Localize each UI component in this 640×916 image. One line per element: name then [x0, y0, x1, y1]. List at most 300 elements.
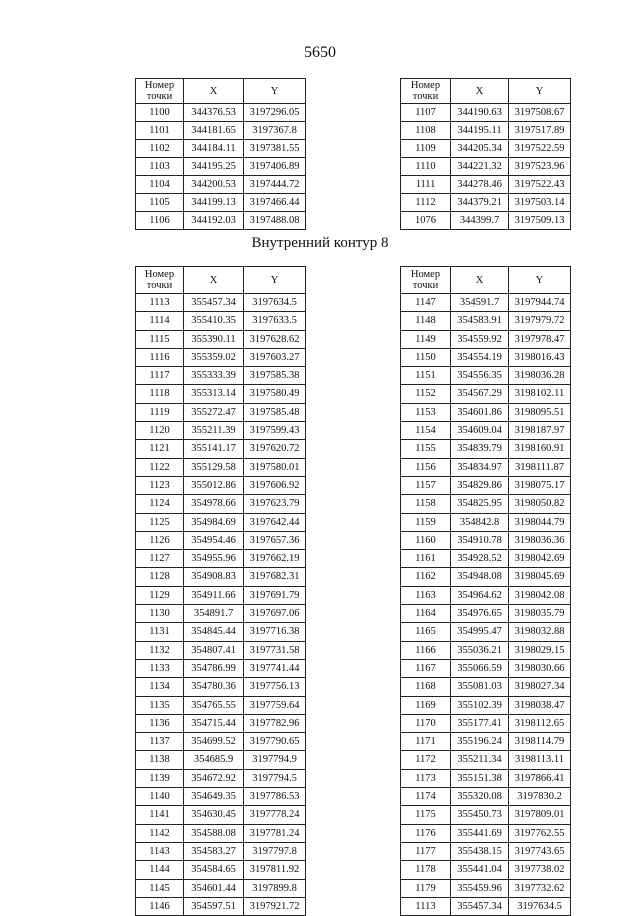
x-coordinate-cell: 354588.08	[184, 824, 244, 842]
y-coordinate-cell: 3197466.44	[244, 194, 306, 212]
point-number-cell: 1160	[401, 531, 451, 549]
table-row	[136, 476, 306, 494]
table-row	[136, 194, 306, 212]
point-number-cell: 1115	[136, 330, 184, 348]
x-coordinate-cell: 344184.11	[184, 140, 244, 158]
y-coordinate-cell: 3197623.79	[244, 495, 306, 513]
x-coordinate-cell: 354839.79	[451, 440, 509, 458]
table-row	[136, 212, 306, 230]
table-row	[401, 458, 571, 476]
table-row	[136, 605, 306, 623]
y-coordinate-cell: 3198160.91	[509, 440, 571, 458]
point-number-cell: 1108	[401, 122, 451, 140]
x-coordinate-cell: 355066.59	[451, 659, 509, 677]
y-coordinate-cell: 3197606.92	[244, 476, 306, 494]
x-header: X	[451, 79, 509, 104]
y-header: Y	[509, 267, 571, 294]
x-coordinate-cell: 344205.34	[451, 140, 509, 158]
table-row	[401, 403, 571, 421]
table-row	[401, 586, 571, 604]
x-coordinate-cell: 354995.47	[451, 623, 509, 641]
point-number-cell: 1131	[136, 623, 184, 641]
x-coordinate-cell: 344195.25	[184, 158, 244, 176]
point-number-cell: 1116	[136, 348, 184, 366]
table-row	[401, 294, 571, 312]
table-row	[136, 495, 306, 513]
y-coordinate-cell: 3197794.5	[244, 769, 306, 787]
point-number-cell: 1128	[136, 568, 184, 586]
table-row	[136, 176, 306, 194]
y-coordinate-cell: 3197979.72	[509, 312, 571, 330]
y-coordinate-cell: 3197697.06	[244, 605, 306, 623]
point-number-cell: 1120	[136, 422, 184, 440]
table-row	[401, 842, 571, 860]
x-coordinate-cell: 354834.97	[451, 458, 509, 476]
x-coordinate-cell: 355410.35	[184, 312, 244, 330]
point-number-cell: 1141	[136, 806, 184, 824]
point-number-cell: 1107	[401, 104, 451, 122]
coordinates-table-1	[135, 78, 306, 230]
point-number-cell: 1121	[136, 440, 184, 458]
section-title: Внутренний контур 8	[251, 235, 389, 251]
table-header-row	[401, 267, 571, 294]
y-coordinate-cell: 3198027.34	[509, 678, 571, 696]
table-row	[136, 458, 306, 476]
table-row	[136, 586, 306, 604]
point-number-cell: 1169	[401, 696, 451, 714]
table-row	[401, 659, 571, 677]
table-row	[401, 312, 571, 330]
y-coordinate-cell: 3198045.69	[509, 568, 571, 586]
point-number-cell: 1102	[136, 140, 184, 158]
x-coordinate-cell: 354948.08	[451, 568, 509, 586]
x-coordinate-cell: 354984.69	[184, 513, 244, 531]
point-number-cell: 1146	[136, 897, 184, 915]
y-coordinate-cell: 3198044.79	[509, 513, 571, 531]
point-number-cell: 1118	[136, 385, 184, 403]
point-number-cell: 1139	[136, 769, 184, 787]
point-number-cell: 1145	[136, 879, 184, 897]
x-coordinate-cell: 354976.65	[451, 605, 509, 623]
y-coordinate-cell: 3197743.65	[509, 842, 571, 860]
y-coordinate-cell: 3198029.15	[509, 641, 571, 659]
y-coordinate-cell: 3198036.28	[509, 367, 571, 385]
point-number-header: Номер точки	[401, 79, 451, 104]
point-number-cell: 1177	[401, 842, 451, 860]
y-coordinate-cell: 3197716.38	[244, 623, 306, 641]
y-coordinate-cell: 3197682.31	[244, 568, 306, 586]
point-number-cell: 1111	[401, 176, 451, 194]
point-number-header: Номер точки	[136, 267, 184, 294]
coordinates-table-3	[135, 266, 306, 916]
table-row	[401, 568, 571, 586]
table-row	[401, 385, 571, 403]
x-coordinate-cell: 354715.44	[184, 714, 244, 732]
y-coordinate-cell: 3198030.66	[509, 659, 571, 677]
y-coordinate-cell: 3197811.92	[244, 861, 306, 879]
point-number-cell: 1133	[136, 659, 184, 677]
y-coordinate-cell: 3197866.41	[509, 769, 571, 787]
table-row	[136, 861, 306, 879]
table-row	[136, 104, 306, 122]
y-coordinate-cell: 3197509.13	[509, 212, 571, 230]
table-row	[401, 422, 571, 440]
table-row	[136, 513, 306, 531]
table-row	[401, 550, 571, 568]
y-coordinate-cell: 3197580.49	[244, 385, 306, 403]
x-coordinate-cell: 354591.7	[451, 294, 509, 312]
table-row	[401, 897, 571, 915]
y-coordinate-cell: 3197620.72	[244, 440, 306, 458]
table-row	[136, 385, 306, 403]
point-number-cell: 1155	[401, 440, 451, 458]
y-coordinate-cell: 3197830.2	[509, 788, 571, 806]
x-coordinate-cell: 354928.52	[451, 550, 509, 568]
point-number-cell: 1154	[401, 422, 451, 440]
table-row	[401, 605, 571, 623]
point-number-cell: 1109	[401, 140, 451, 158]
page-number: 5650	[304, 44, 336, 61]
x-coordinate-cell: 355141.17	[184, 440, 244, 458]
point-number-cell: 1143	[136, 842, 184, 860]
point-number-cell: 1122	[136, 458, 184, 476]
table-row	[136, 659, 306, 677]
y-coordinate-cell: 3197786.53	[244, 788, 306, 806]
x-coordinate-cell: 355211.39	[184, 422, 244, 440]
x-coordinate-cell: 354556.35	[451, 367, 509, 385]
y-coordinate-cell: 3198042.08	[509, 586, 571, 604]
point-number-cell: 1147	[401, 294, 451, 312]
table-row	[136, 769, 306, 787]
table-row	[136, 842, 306, 860]
table-row	[136, 641, 306, 659]
x-coordinate-cell: 344190.63	[451, 104, 509, 122]
table-row	[401, 367, 571, 385]
point-number-cell: 1103	[136, 158, 184, 176]
y-coordinate-cell: 3197731.58	[244, 641, 306, 659]
point-number-cell: 1151	[401, 367, 451, 385]
table-row	[401, 824, 571, 842]
x-coordinate-cell: 355457.34	[184, 294, 244, 312]
x-coordinate-cell: 355320.08	[451, 788, 509, 806]
y-coordinate-cell: 3197522.59	[509, 140, 571, 158]
y-coordinate-cell: 3198042.69	[509, 550, 571, 568]
x-coordinate-cell: 355450.73	[451, 806, 509, 824]
point-number-cell: 1148	[401, 312, 451, 330]
y-coordinate-cell: 3198050.82	[509, 495, 571, 513]
y-coordinate-cell: 3198112.65	[509, 714, 571, 732]
y-coordinate-cell: 3197367.8	[244, 122, 306, 140]
point-number-cell: 1178	[401, 861, 451, 879]
y-coordinate-cell: 3197762.55	[509, 824, 571, 842]
x-coordinate-cell: 354780.36	[184, 678, 244, 696]
x-coordinate-cell: 354908.83	[184, 568, 244, 586]
x-coordinate-cell: 355359.02	[184, 348, 244, 366]
point-number-cell: 1158	[401, 495, 451, 513]
table-header-row	[136, 79, 306, 104]
y-coordinate-cell: 3197781.24	[244, 824, 306, 842]
x-header: X	[451, 267, 509, 294]
x-coordinate-cell: 354954.46	[184, 531, 244, 549]
y-coordinate-cell: 3197978.47	[509, 330, 571, 348]
y-coordinate-cell: 3197944.74	[509, 294, 571, 312]
x-coordinate-cell: 354978.66	[184, 495, 244, 513]
table-row	[136, 696, 306, 714]
y-coordinate-cell: 3197662.19	[244, 550, 306, 568]
y-coordinate-cell: 3197585.38	[244, 367, 306, 385]
x-coordinate-cell: 355438.15	[451, 842, 509, 860]
point-number-cell: 1156	[401, 458, 451, 476]
point-number-cell: 1168	[401, 678, 451, 696]
x-coordinate-cell: 354891.7	[184, 605, 244, 623]
x-coordinate-cell: 344181.65	[184, 122, 244, 140]
point-number-cell: 1126	[136, 531, 184, 549]
table-row	[136, 806, 306, 824]
point-number-cell: 1113	[401, 897, 451, 915]
table-row	[401, 788, 571, 806]
x-coordinate-cell: 344200.53	[184, 176, 244, 194]
y-coordinate-cell: 3197691.79	[244, 586, 306, 604]
y-coordinate-cell: 3197628.62	[244, 330, 306, 348]
table-row	[401, 678, 571, 696]
point-number-cell: 1113	[136, 294, 184, 312]
x-coordinate-cell: 354559.92	[451, 330, 509, 348]
x-coordinate-cell: 354554.19	[451, 348, 509, 366]
x-coordinate-cell: 354567.29	[451, 385, 509, 403]
x-coordinate-cell: 354672.92	[184, 769, 244, 787]
point-number-cell: 1163	[401, 586, 451, 604]
y-coordinate-cell: 3197778.24	[244, 806, 306, 824]
x-coordinate-cell: 355129.58	[184, 458, 244, 476]
x-coordinate-cell: 354829.86	[451, 476, 509, 494]
coordinates-table-4	[400, 266, 571, 916]
x-coordinate-cell: 344399.7	[451, 212, 509, 230]
x-coordinate-cell: 355441.69	[451, 824, 509, 842]
table-row	[401, 531, 571, 549]
x-coordinate-cell: 354699.52	[184, 733, 244, 751]
table-row	[136, 294, 306, 312]
x-coordinate-cell: 354911.66	[184, 586, 244, 604]
y-coordinate-cell: 3198113.11	[509, 751, 571, 769]
table-row	[401, 140, 571, 158]
x-coordinate-cell: 354765.55	[184, 696, 244, 714]
x-coordinate-cell: 344376.53	[184, 104, 244, 122]
table-row	[401, 348, 571, 366]
point-number-cell: 1123	[136, 476, 184, 494]
y-coordinate-cell: 3197741.44	[244, 659, 306, 677]
point-number-cell: 1130	[136, 605, 184, 623]
point-number-cell: 1125	[136, 513, 184, 531]
point-number-cell: 1106	[136, 212, 184, 230]
table-row	[136, 422, 306, 440]
table-row	[136, 550, 306, 568]
point-number-header: Номер точки	[136, 79, 184, 104]
table-row	[401, 104, 571, 122]
table-row	[401, 158, 571, 176]
y-coordinate-cell: 3197381.55	[244, 140, 306, 158]
y-coordinate-cell: 3198035.79	[509, 605, 571, 623]
x-coordinate-cell: 354825.95	[451, 495, 509, 513]
table-row	[401, 861, 571, 879]
table-row	[136, 623, 306, 641]
y-coordinate-cell: 3197508.67	[509, 104, 571, 122]
table-row	[401, 440, 571, 458]
y-coordinate-cell: 3197756.13	[244, 678, 306, 696]
x-coordinate-cell: 355012.86	[184, 476, 244, 494]
x-header: X	[184, 267, 244, 294]
x-coordinate-cell: 355196.24	[451, 733, 509, 751]
x-coordinate-cell: 344192.03	[184, 212, 244, 230]
table-row	[401, 751, 571, 769]
point-number-cell: 1112	[401, 194, 451, 212]
table-row	[401, 194, 571, 212]
y-coordinate-cell: 3197634.5	[509, 897, 571, 915]
point-number-cell: 1127	[136, 550, 184, 568]
y-coordinate-cell: 3197759.64	[244, 696, 306, 714]
point-number-cell: 1140	[136, 788, 184, 806]
y-coordinate-cell: 3197657.36	[244, 531, 306, 549]
point-number-cell: 1179	[401, 879, 451, 897]
point-number-cell: 1149	[401, 330, 451, 348]
table-row	[136, 158, 306, 176]
x-coordinate-cell: 355272.47	[184, 403, 244, 421]
point-number-cell: 1161	[401, 550, 451, 568]
table-row	[136, 140, 306, 158]
y-coordinate-cell: 3197899.8	[244, 879, 306, 897]
table-row	[136, 367, 306, 385]
x-coordinate-cell: 354845.44	[184, 623, 244, 641]
x-coordinate-cell: 355177.41	[451, 714, 509, 732]
table-row	[401, 476, 571, 494]
point-number-cell: 1135	[136, 696, 184, 714]
y-coordinate-cell: 3198102.11	[509, 385, 571, 403]
point-number-cell: 1100	[136, 104, 184, 122]
x-coordinate-cell: 355313.14	[184, 385, 244, 403]
x-coordinate-cell: 354583.91	[451, 312, 509, 330]
y-coordinate-cell: 3197522.43	[509, 176, 571, 194]
y-coordinate-cell: 3197782.96	[244, 714, 306, 732]
y-coordinate-cell: 3197488.08	[244, 212, 306, 230]
point-number-cell: 1153	[401, 403, 451, 421]
point-number-cell: 1105	[136, 194, 184, 212]
table-row	[136, 714, 306, 732]
y-coordinate-cell: 3197738.02	[509, 861, 571, 879]
point-number-cell: 1172	[401, 751, 451, 769]
y-coordinate-cell: 3197790.65	[244, 733, 306, 751]
point-number-cell: 1117	[136, 367, 184, 385]
x-coordinate-cell: 344221.32	[451, 158, 509, 176]
x-coordinate-cell: 355081.03	[451, 678, 509, 696]
x-coordinate-cell: 355151.38	[451, 769, 509, 787]
table-row	[136, 348, 306, 366]
x-coordinate-cell: 344195.11	[451, 122, 509, 140]
table-row	[401, 879, 571, 897]
y-coordinate-cell: 3197732.62	[509, 879, 571, 897]
x-coordinate-cell: 344199.13	[184, 194, 244, 212]
point-number-cell: 1171	[401, 733, 451, 751]
x-coordinate-cell: 354964.62	[451, 586, 509, 604]
table-row	[401, 176, 571, 194]
y-coordinate-cell: 3197580.01	[244, 458, 306, 476]
table-row	[136, 879, 306, 897]
point-number-cell: 1164	[401, 605, 451, 623]
point-number-cell: 1159	[401, 513, 451, 531]
x-coordinate-cell: 354786.99	[184, 659, 244, 677]
x-coordinate-cell: 354685.9	[184, 751, 244, 769]
x-coordinate-cell: 355102.39	[451, 696, 509, 714]
x-coordinate-cell: 354609.04	[451, 422, 509, 440]
x-coordinate-cell: 355036.21	[451, 641, 509, 659]
table-row	[401, 769, 571, 787]
point-number-cell: 1152	[401, 385, 451, 403]
point-number-cell: 1157	[401, 476, 451, 494]
y-coordinate-cell: 3197921.72	[244, 897, 306, 915]
table-row	[136, 678, 306, 696]
table-row	[136, 788, 306, 806]
table-header-row	[401, 79, 571, 104]
table-row	[401, 641, 571, 659]
y-coordinate-cell: 3197633.5	[244, 312, 306, 330]
y-header: Y	[244, 79, 306, 104]
x-header: X	[184, 79, 244, 104]
table-row	[401, 623, 571, 641]
point-number-cell: 1144	[136, 861, 184, 879]
y-header: Y	[509, 79, 571, 104]
coordinates-table-2	[400, 78, 571, 230]
point-number-header: Номер точки	[401, 267, 451, 294]
table-row	[136, 440, 306, 458]
x-coordinate-cell: 355441.04	[451, 861, 509, 879]
table-header-row	[136, 267, 306, 294]
y-coordinate-cell: 3197523.96	[509, 158, 571, 176]
point-number-cell: 1129	[136, 586, 184, 604]
x-coordinate-cell: 354842.8	[451, 513, 509, 531]
y-coordinate-cell: 3197634.5	[244, 294, 306, 312]
y-coordinate-cell: 3197603.27	[244, 348, 306, 366]
y-coordinate-cell: 3197444.72	[244, 176, 306, 194]
y-coordinate-cell: 3197517.89	[509, 122, 571, 140]
y-coordinate-cell: 3197406.89	[244, 158, 306, 176]
x-coordinate-cell: 354597.51	[184, 897, 244, 915]
y-coordinate-cell: 3198032.88	[509, 623, 571, 641]
point-number-cell: 1124	[136, 495, 184, 513]
y-coordinate-cell: 3197797.8	[244, 842, 306, 860]
x-coordinate-cell: 354584.65	[184, 861, 244, 879]
table-row	[401, 122, 571, 140]
point-number-cell: 1137	[136, 733, 184, 751]
x-coordinate-cell: 354601.86	[451, 403, 509, 421]
table-row	[136, 751, 306, 769]
x-coordinate-cell: 354630.45	[184, 806, 244, 824]
y-coordinate-cell: 3198075.17	[509, 476, 571, 494]
y-coordinate-cell: 3197503.14	[509, 194, 571, 212]
x-coordinate-cell: 354649.35	[184, 788, 244, 806]
y-header: Y	[244, 267, 306, 294]
x-coordinate-cell: 354807.41	[184, 641, 244, 659]
table-row	[401, 330, 571, 348]
table-row	[136, 531, 306, 549]
table-row	[136, 312, 306, 330]
point-number-cell: 1176	[401, 824, 451, 842]
x-coordinate-cell: 355457.34	[451, 897, 509, 915]
point-number-cell: 1132	[136, 641, 184, 659]
y-coordinate-cell: 3198036.36	[509, 531, 571, 549]
point-number-cell: 1142	[136, 824, 184, 842]
x-coordinate-cell: 354583.27	[184, 842, 244, 860]
x-coordinate-cell: 344379.21	[451, 194, 509, 212]
x-coordinate-cell: 354910.78	[451, 531, 509, 549]
x-coordinate-cell: 355211.34	[451, 751, 509, 769]
